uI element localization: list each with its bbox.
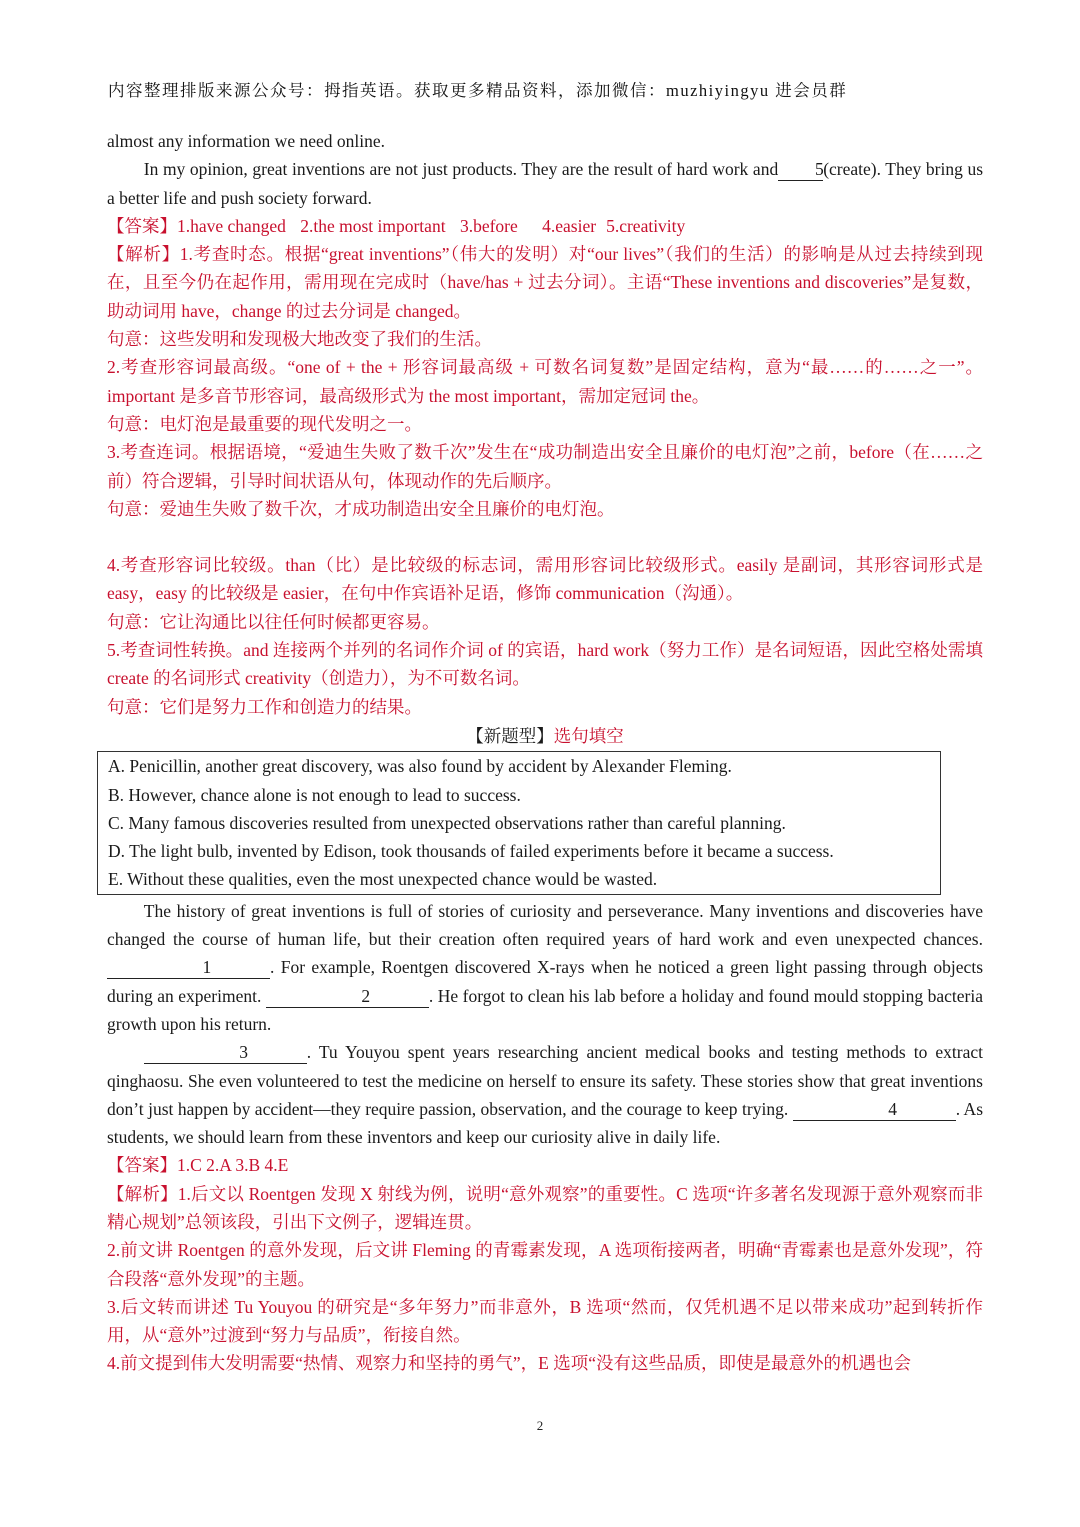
answer-label: 【答案】	[107, 215, 177, 236]
answer-item: 4.easier	[542, 215, 597, 236]
option-c: C. Many famous discoveries resulted from unexpected observations rather than careful planning.	[108, 812, 786, 833]
analysis-paragraph: 【解析】1.后文以 Roentgen 发现 X 射线为例，说明“意外观察”的重要性。C 选项“许多著名发现源于意外观察而非精心规划”总领该段，引出下文例子，逻辑连贯。	[107, 1183, 983, 1232]
analysis-paragraph: 2.前文讲 Roentgen 的意外发现，后文讲 Fleming 的青霉素发现，A 选项衔接两者，明确“青霉素也是意外发现”，符合段落“意外发现”的主题。	[107, 1240, 983, 1289]
passage-text: (create). They bring us a better life and push society forward.	[107, 159, 983, 208]
blank-2: 2	[266, 985, 429, 1008]
analysis-paragraph: 【解析】1.考查时态。根据“great inventions”（伟大的发明）对“our lives”（我们的生活）的影响是从过去持续到现在，且至今仍在起作用，需用现在完成时（have/has + 过去分词）。主语“These inventions and discoveries”是复数，助动词用 have，change 的过去分词是 changed。	[107, 244, 983, 321]
passage-paragraph	[107, 897, 983, 1038]
sentence-meaning: 句意：这些发明和发现极大地改变了我们的生活。	[107, 329, 492, 350]
section-title-text: 选句填空	[553, 725, 624, 746]
passage-paragraph	[107, 1038, 983, 1151]
answer-line	[107, 1151, 983, 1179]
passage-text: In my opinion, great inventions are not just products. They are the result of hard work and	[143, 159, 779, 180]
passage-text: . As students, we should learn from these inventors and keep our curiosity alive in daily life.	[107, 1098, 984, 1148]
answer-item: 3.before	[459, 215, 518, 236]
blank-4: 4	[793, 1098, 956, 1121]
option-a: A. Penicillin, another great discovery, was also found by accident by Alexander Fleming.	[108, 756, 732, 777]
answer-items: 1.C 2.A 3.B 4.E	[177, 1155, 289, 1176]
passage-text: . For example, Roentgen discovered X-rays when he noticed a green light passing through objects during an experiment.	[107, 957, 983, 1006]
option-e: E. Without these qualities, even the most unexpected chance would be wasted.	[108, 869, 658, 890]
option-b: B. However, chance alone is not enough to lead to success.	[108, 784, 521, 805]
option-d: D. The light bulb, invented by Edison, took thousands of failed experiments before it became a success.	[108, 841, 834, 862]
passage-text: . Tu Youyou spent years researching ancient medical books and testing methods to extract qinghaosu. She even volunteered to test the medicine on herself to ensure its safety. These stories show that great inventions don’t just happen by accident—they require passion, observation, and the courage to keep trying.	[107, 1042, 983, 1119]
answer-label: 【答案】	[107, 1155, 177, 1176]
options-box	[97, 751, 941, 894]
analysis-paragraph: 5.考查词性转换。and 连接两个并列的名词作介词 of 的宾语，hard work（努力工作）是名词短语，因此空格处需填 create 的名词形式 creativity（创造力），为不可数名词。	[107, 640, 983, 689]
sentence-meaning: 句意：爱迪生失败了数千次，才成功制造出安全且廉价的电灯泡。	[107, 498, 615, 519]
blank-1: 1	[107, 956, 270, 979]
blank-3: 3	[144, 1041, 307, 1064]
passage-line: almost any information we need online.	[107, 131, 385, 151]
page-content	[107, 127, 983, 1378]
passage-paragraph	[107, 155, 983, 212]
analysis-paragraph: 3.考查连词。根据语境，“爱迪生失败了数千次”发生在“成功制造出安全且廉价的电灯泡”之前，before（在……之前）符合逻辑，引导时间状语从句，体现动作的先后顺序。	[107, 442, 983, 491]
answer-line	[107, 212, 983, 240]
analysis-paragraph: 2.考查形容词最高级。“one of + the + 形容词最高级 + 可数名词复数”是固定结构，意为“最……的……之一”。important 是多音节形容词，最高级形式为 the most important，需加定冠词 the。	[107, 357, 983, 406]
spacer	[107, 523, 983, 551]
section-tag: 【新题型】	[466, 725, 554, 746]
analysis-paragraph: 3.后文转而讲述 Tu Youyou 的研究是“多年努力”而非意外，B 选项“然而，仅凭机遇不足以带来成功”起到转折作用，从“意外”过渡到“努力与品质”，衔接自然。	[107, 1296, 983, 1346]
analysis-paragraph: 4.前文提到伟大发明需要“热情、观察力和坚持的勇气”，E 选项“没有这些品质，即使是最意外的机遇也会	[107, 1353, 911, 1374]
page-header: 内容整理排版来源公众号：拇指英语。获取更多精品资料，添加微信：muzhiyingyu 进会员群	[108, 81, 848, 100]
sentence-meaning: 句意：它让沟通比以往任何时候都更容易。	[107, 611, 440, 632]
blank-5: 5	[778, 158, 823, 181]
passage-text: The history of great inventions is full of stories of curiosity and perseverance. Many inventions and discoveries have changed the course of human life, but their creation often required years of hard work and even unexpected chances.	[107, 900, 983, 950]
page-number: 2	[536, 1418, 544, 1433]
answer-item: 1.have changed	[177, 215, 286, 236]
answer-item: 2.the most important	[300, 215, 446, 236]
passage-text: . He forgot to clean his lab before a holiday and found mould stopping bacteria growth upon his return.	[107, 985, 983, 1034]
sentence-meaning: 句意：电灯泡是最重要的现代发明之一。	[107, 413, 422, 434]
analysis-paragraph: 4.考查形容词比较级。than（比）是比较级的标志词，需用形容词比较级形式。easily 是副词，其形容词形式是 easy，easy 的比较级是 easier，在句中作宾语补足语，修饰 communication（沟通）。	[107, 555, 983, 604]
section-title	[107, 722, 983, 750]
answer-item: 5.creativity	[606, 215, 686, 236]
sentence-meaning: 句意：它们是努力工作和创造力的结果。	[107, 696, 422, 717]
